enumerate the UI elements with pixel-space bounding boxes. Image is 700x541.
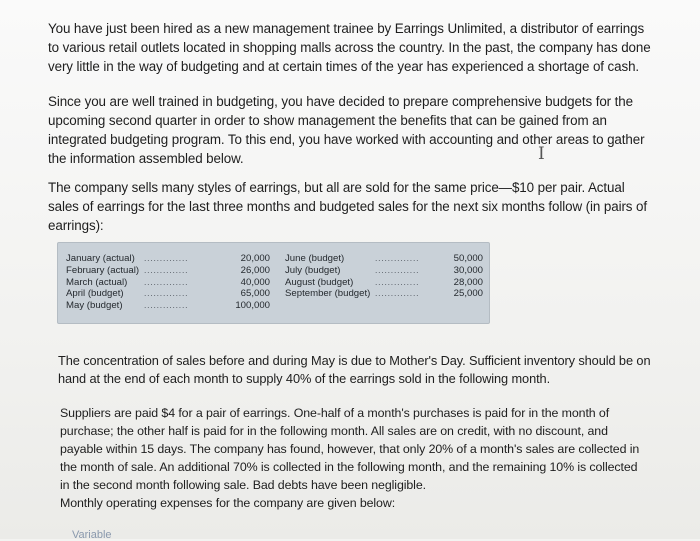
sales-table-right-values (443, 253, 483, 300)
table-row-label: May (budget) .............. (66, 300, 189, 312)
intro-paragraph: You have just been hired as a new management trainee by Earrings Unlimited, a distributor of earrings to various retail outlets located in shopping malls across the country. In the past, the company has done very little in the way of budgeting and at certain times of the year has experienced a shortage of cash. (48, 21, 651, 74)
table-cell-value: 26,000 (240, 264, 270, 276)
leader-dots: .............. (144, 300, 189, 311)
table-cell-value: 40,000 (240, 276, 270, 288)
leader-dots: .............. (375, 253, 420, 263)
sales-table-left-values (228, 253, 270, 312)
table-row-label: September (budget) .............. (285, 288, 420, 300)
table-row-label: August (budget) .............. (285, 276, 420, 288)
table-cell-value: 30,000 (453, 264, 483, 276)
leader-dots: .............. (375, 288, 420, 299)
table-row-label: June (budget) .............. (285, 253, 420, 264)
table-row-label: April (budget) .............. (66, 288, 189, 300)
table-row-label: January (actual) .............. (66, 253, 189, 264)
table-row-label: March (actual) .............. (66, 276, 189, 288)
table-cell-value: 65,000 (240, 288, 270, 300)
leader-dots: .............. (144, 253, 189, 263)
table-cell-value: 20,000 (240, 253, 270, 264)
text-cursor-icon: I (538, 144, 545, 164)
leader-dots: .............. (144, 264, 189, 275)
cut-off-heading: Variable (72, 529, 112, 541)
table-row-label: July (budget) .............. (285, 264, 420, 276)
budgeting-paragraph: Since you are well trained in budgeting, you have decided to prepare comprehensive budgets for the upcoming second quarter in order to show management the benefits that can be gained from an integrated budgeting program. To this end, you have worked with accounting and other areas to gather the information assembled below. (48, 94, 645, 166)
inventory-paragraph: The concentration of sales before and during May is due to Mother's Day. Sufficient inventory should be on hand at the end of each month to supply 40% of the earrings sold in the following month. (58, 353, 651, 386)
sales-intro-paragraph: The company sells many styles of earrings, but all are sold for the same price—$10 per pair. Actual sales of earrings for the last three months and budgeted sales for the next six months follow (in pairs of earrings): (48, 180, 647, 233)
table-cell-value: 28,000 (453, 276, 483, 288)
leader-dots: .............. (375, 276, 420, 287)
operating-expenses-paragraph: Monthly operating expenses for the company are given below: (60, 496, 396, 510)
table-cell-value: 100,000 (235, 300, 270, 312)
table-row-label: February (actual) .............. (66, 264, 189, 276)
sales-table-right-months (285, 253, 455, 300)
table-cell-value: 25,000 (453, 288, 483, 300)
leader-dots: .............. (144, 288, 189, 299)
sales-table (57, 242, 490, 324)
table-cell-value: 50,000 (453, 253, 483, 264)
sales-table-left-months (66, 253, 206, 312)
suppliers-paragraph: Suppliers are paid $4 for a pair of earrings. One-half of a month's purchases is paid for in the month of purchase; the other half is paid for in the following month. All sales are on credit, with no discount, and payable within 15 days. The company has found, however, that only 20% of a month's sales are collected in the month of sale. An additional 70% is collected in the following month, and the remaining 10% is collected in the second month following sale. Bad debts have been negligible. (60, 406, 640, 492)
leader-dots: .............. (375, 264, 420, 275)
leader-dots: .............. (144, 276, 189, 287)
